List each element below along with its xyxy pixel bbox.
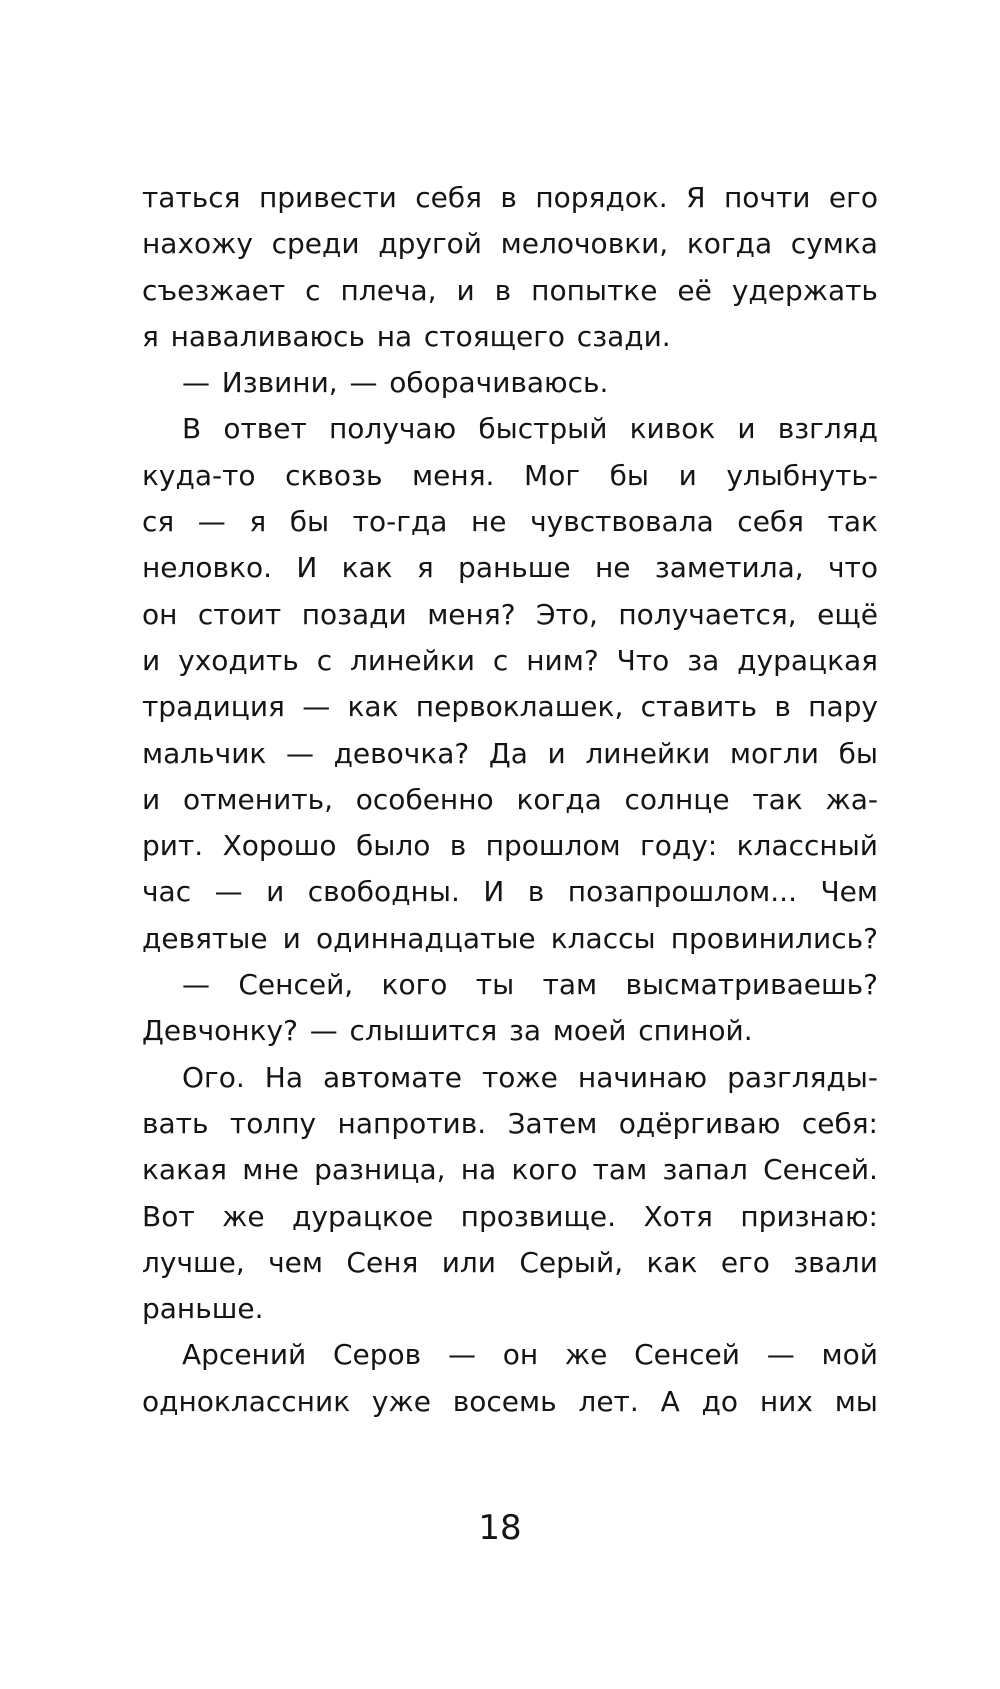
word: одёргиваю (618, 1106, 781, 1140)
word: кивок (629, 412, 716, 446)
word: и (282, 921, 301, 955)
word: ся (142, 505, 175, 539)
word: в (494, 273, 512, 307)
word: и (678, 458, 697, 492)
word: час (142, 875, 192, 909)
word: бы (838, 736, 878, 770)
word: её (677, 273, 712, 307)
word: могли (729, 736, 819, 770)
word: за (687, 643, 720, 677)
word: провинились? (670, 921, 878, 955)
word: ним? (526, 643, 599, 677)
word: рит. (142, 829, 204, 863)
word: так (827, 505, 878, 539)
word: чувствовала (530, 505, 714, 539)
word: Что (616, 643, 670, 677)
word: одиннадцатые (315, 921, 536, 955)
word: почти (723, 181, 811, 214)
word: себя (415, 181, 482, 214)
word: разница, (314, 1153, 446, 1187)
word: — (197, 505, 226, 539)
word: лучше, (142, 1245, 245, 1279)
word: сквозь (285, 458, 383, 492)
text-line (142, 1332, 878, 1378)
word: там (542, 968, 598, 1002)
word: Серов (333, 1338, 422, 1372)
word: моей (552, 1014, 627, 1048)
word: то-гда (352, 505, 448, 539)
word: слышится (349, 1014, 498, 1048)
word: дурацкая (737, 643, 878, 677)
word: Извини, (221, 366, 338, 400)
text-line (142, 1101, 878, 1147)
word: так (752, 782, 803, 816)
text-line (142, 1286, 878, 1332)
word: бы (609, 458, 649, 492)
text-line (142, 360, 878, 406)
word: ты (475, 968, 515, 1002)
word: традиция (142, 690, 285, 724)
word: среди (271, 227, 360, 261)
text-line (142, 1147, 878, 1193)
text-line (142, 1240, 878, 1286)
word: На (264, 1060, 304, 1094)
word: в (449, 829, 467, 863)
word: особенно (355, 782, 494, 816)
word: мелочовки, (500, 227, 669, 261)
word: мой (821, 1338, 878, 1372)
word: бы (289, 505, 330, 539)
text-line (142, 314, 878, 360)
word: — (182, 366, 210, 400)
word: с (492, 643, 509, 677)
text-line (142, 406, 878, 452)
word: Серый, (519, 1245, 624, 1279)
word: ставить (640, 690, 758, 724)
word: кого (381, 968, 448, 1002)
text-line (142, 731, 878, 777)
word: раньше (458, 551, 571, 585)
word: в (774, 690, 791, 724)
word: себя (737, 505, 805, 539)
text-line (142, 684, 878, 730)
word: Чем (820, 875, 878, 909)
word: Сенсей. (763, 1153, 878, 1187)
word: себя: (801, 1106, 878, 1140)
text-line (142, 823, 878, 869)
word: кого (511, 1153, 578, 1187)
word: и (142, 643, 161, 677)
word: тоже (481, 1060, 558, 1094)
word: плеча, (340, 273, 437, 307)
word: же (222, 1199, 265, 1233)
page-number: 18 (478, 1508, 522, 1548)
word: Сенсей, (238, 968, 354, 1002)
word: В (182, 412, 202, 446)
word: них (759, 1384, 813, 1418)
word: не (594, 551, 631, 585)
text-line (142, 869, 878, 915)
word: девятые (142, 921, 268, 955)
word: ответ (223, 412, 307, 446)
word: он (502, 1338, 539, 1372)
word: одноклассник (142, 1384, 351, 1418)
word: же (564, 1338, 608, 1372)
word: И (483, 875, 505, 909)
word: я (416, 551, 434, 585)
word: ещё (817, 597, 878, 631)
word: Сенсей (634, 1338, 740, 1372)
word: раньше. (142, 1292, 264, 1326)
word: быстрый (478, 412, 608, 446)
word: классный (736, 829, 878, 863)
word: когда (686, 227, 773, 261)
word: Девчонку? (142, 1014, 298, 1048)
word: таться (142, 181, 241, 214)
word: толпу (229, 1106, 317, 1140)
word: Мог (524, 458, 581, 492)
word: девочка? (333, 736, 470, 770)
word: съезжает (142, 273, 286, 307)
text-line (142, 638, 878, 684)
word: А (660, 1384, 680, 1418)
word: разгляды- (727, 1060, 878, 1094)
word: пару (808, 690, 878, 724)
word: Ого. (182, 1060, 245, 1094)
word: получаю (328, 412, 457, 446)
word: Сеня (346, 1245, 419, 1279)
word: спиной. (638, 1014, 753, 1048)
word: Да (488, 736, 528, 770)
word: — (349, 366, 378, 400)
word: прозвище. (460, 1199, 616, 1233)
word: — (447, 1338, 476, 1372)
word: мальчик (142, 736, 267, 770)
word: с (305, 273, 321, 307)
word: автомате (323, 1060, 462, 1094)
word: удержать (731, 273, 878, 307)
word: улыбнуть- (726, 458, 878, 492)
word: Я (686, 181, 706, 214)
text-line (142, 1055, 878, 1101)
word: с (316, 643, 333, 677)
word: на (460, 1153, 497, 1187)
word: звали (793, 1245, 878, 1279)
word: жа- (825, 782, 878, 816)
word: что (827, 551, 878, 585)
word: прошлом (485, 829, 621, 863)
word: Это, (536, 597, 598, 631)
word: высматриваешь? (625, 968, 878, 1002)
word: и (737, 412, 756, 446)
word: меня? (427, 597, 516, 631)
word: или (441, 1245, 496, 1279)
word: признаю: (740, 1199, 878, 1233)
word: и (142, 782, 161, 816)
word: и (266, 875, 285, 909)
word: стоящего (423, 319, 566, 353)
word: мы (834, 1384, 878, 1418)
word: позади (301, 597, 407, 631)
word: нахожу (142, 227, 253, 261)
word: линейки (350, 643, 475, 677)
word: неловко. (142, 551, 273, 585)
word: взгляд (777, 412, 878, 446)
text-line (142, 962, 878, 1008)
word: дурацкое (292, 1199, 434, 1233)
word: попытке (531, 273, 658, 307)
word: уже (371, 1384, 431, 1418)
word: восемь (452, 1384, 557, 1418)
word: другой (378, 227, 482, 261)
word: — (766, 1338, 795, 1372)
text-line (142, 1194, 878, 1240)
word: Хотя (643, 1199, 713, 1233)
word: я (142, 319, 159, 353)
word: в (527, 875, 545, 909)
word: оборачиваюсь. (389, 366, 609, 400)
word: в (500, 181, 517, 214)
word: не (470, 505, 507, 539)
word: сумка (790, 227, 878, 261)
word: наваливаюсь (170, 319, 365, 353)
word: и (456, 273, 475, 307)
word: Вот (142, 1199, 195, 1233)
word: лет. (578, 1384, 639, 1418)
word: мне (242, 1153, 299, 1187)
word: свободны. (307, 875, 460, 909)
word: солнце (624, 782, 730, 816)
word: как (341, 551, 393, 585)
word: получается, (618, 597, 797, 631)
word: вать (142, 1106, 209, 1140)
word: классы (550, 921, 656, 955)
word: порядок. (535, 181, 668, 214)
word: напротив. (337, 1106, 487, 1140)
text-line (142, 916, 878, 962)
word: — (182, 968, 210, 1002)
word: — (214, 875, 243, 909)
word: его (720, 1245, 770, 1279)
word: — (309, 1014, 338, 1048)
word: отменить, (182, 782, 333, 816)
text-line (142, 1008, 878, 1054)
word: до (701, 1384, 739, 1418)
text-line (142, 221, 878, 267)
word: за (508, 1014, 541, 1048)
word: как (646, 1245, 698, 1279)
word: он (142, 597, 178, 631)
word: было (355, 829, 431, 863)
text-line (142, 1379, 878, 1425)
word: позапрошлом... (567, 875, 797, 909)
word: я (249, 505, 267, 539)
word: когда (516, 782, 602, 816)
word: уходить (178, 643, 299, 677)
text-line (142, 545, 878, 591)
text-line (142, 453, 878, 499)
word: заметила, (654, 551, 804, 585)
word: — (285, 736, 314, 770)
word: как (347, 690, 399, 724)
word: его (828, 181, 878, 214)
word: куда-то (142, 458, 256, 492)
word: начинаю (577, 1060, 708, 1094)
word: там (592, 1153, 648, 1187)
word: И (296, 551, 318, 585)
text-line (142, 499, 878, 545)
word: Хорошо (222, 829, 337, 863)
text-line (142, 175, 878, 221)
word: Арсений (182, 1338, 307, 1372)
word: первоклашек, (415, 690, 624, 724)
word: привести (258, 181, 397, 214)
word: линейки (585, 736, 711, 770)
word: меня. (412, 458, 495, 492)
body-text (142, 175, 878, 1425)
text-line (142, 777, 878, 823)
word: — (302, 690, 331, 724)
word: и (547, 736, 566, 770)
word: запал (662, 1153, 748, 1187)
word: Затем (507, 1106, 598, 1140)
word: какая (142, 1153, 227, 1187)
text-line (142, 268, 878, 314)
word: сзади. (576, 319, 671, 353)
word: стоит (197, 597, 282, 631)
word: на (376, 319, 413, 353)
text-line (142, 592, 878, 638)
word: чем (268, 1245, 324, 1279)
word: году: (640, 829, 718, 863)
